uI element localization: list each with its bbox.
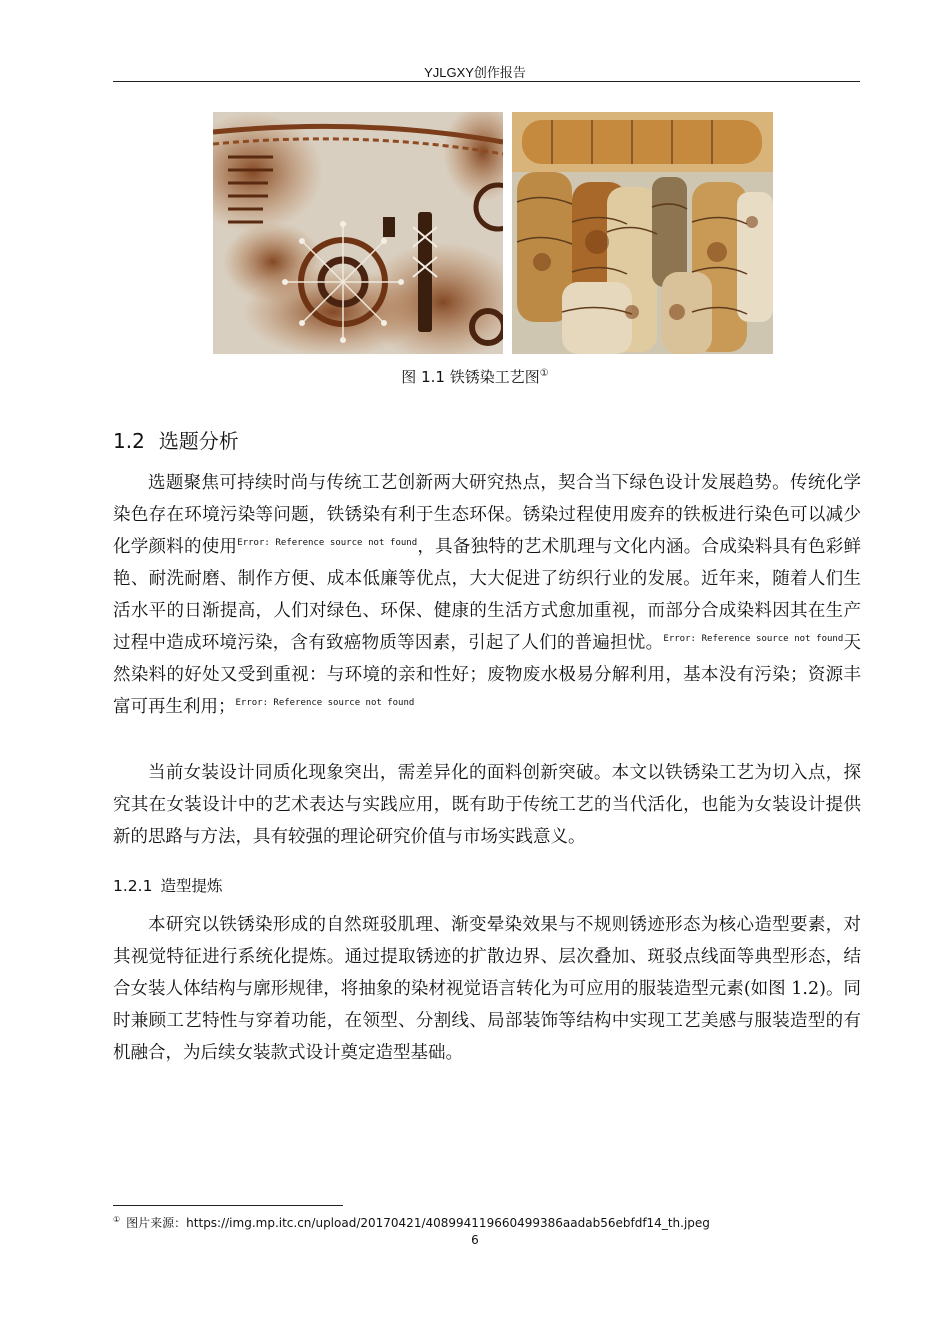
section-number: 1.2 xyxy=(113,429,145,453)
footnote-rule xyxy=(113,1205,343,1206)
header-title: YJLGXY创作报告 xyxy=(424,65,526,80)
subsection-title: 造型提炼 xyxy=(160,877,223,895)
paragraph1-sentence-3: 天然染料的好处又受到重视：与环境的亲和性好；废物废水极易分解利用，基本没有污染；资源丰富可再生利用； xyxy=(113,633,862,717)
figure-note-mark: ① xyxy=(539,368,549,379)
paragraph-design-significance: 当前女装设计同质化现象突出，需差异化的面料创新突破。本文以铁锈染工艺为切入点，探究其在女装设计中的艺术表达与实践应用，既有助于传统工艺的当代活化，也能为女装设计提供新的思路与方法，具有较强的理论研究价值与市场实践意义。 xyxy=(113,763,861,847)
footnote-mark: ① xyxy=(113,1215,121,1224)
figure-caption xyxy=(0,366,950,387)
section-heading xyxy=(113,425,239,454)
subsection-heading xyxy=(113,874,222,896)
paragraph-topic-analysis xyxy=(113,467,861,723)
rust-dye-photo-right xyxy=(512,112,773,354)
figure-title: 铁锈染工艺图 xyxy=(449,368,540,386)
paragraph-form-refinement: 本研究以铁锈染形成的自然斑驳肌理、渐变晕染效果与不规则锈迹形态为核心造型要素，对其视觉特征进行系统化提炼。通过提取锈迹的扩散边界、层次叠加、斑驳点线面等典型形态，结合女装人体结构与廓形规律，将抽象的染材视觉语言转化为可应用的服装造型元素(如图 1.2)。同时兼顾工艺特性与穿着功能，在领型、分割线、局部装饰等结构中实现工艺美感与服装造型的有机融合，为后续女装款式设计奠定造型基础。 xyxy=(113,915,861,1063)
footnote-text: 图片来源：https://img.mp.itc.cn/upload/20170421/408994119660499386aadab56ebfdf14_th.jpeg xyxy=(126,1216,710,1230)
figure-label: 图 1.1 xyxy=(401,368,445,386)
page-number: 6 xyxy=(471,1233,479,1247)
rust-dye-photo-left xyxy=(213,112,503,354)
paragraph1-sentence-1: 选题聚焦可持续时尚与传统工艺创新两大研究热点，契合当下绿色设计发展趋势。传统化学染色存在环境污染等问题，铁锈染有利于生态环保。锈染过程使用废弃的铁板进行染色可以减少化学颜料的使用 xyxy=(113,473,861,557)
footnote xyxy=(113,1214,710,1231)
paragraph1-sentence-2: ，具备独特的艺术肌理与文化内涵。合成染料具有色彩鲜艳、耐洗耐磨、制作方便、成本低廉等优点，大大促进了纺织行业的发展。近年来，随着人们生活水平的日渐提高，人们对绿色、环保、健康的生活方式愈加重视，而部分合成染料因其在生产过程中造成环境污染，含有致癌物质等因素，引起了人们的普遍担忧。 xyxy=(113,537,862,653)
subsection-number: 1.2.1 xyxy=(113,877,153,895)
reference-error-1: Error: Reference source not found xyxy=(237,538,418,548)
reference-error-2: Error: Reference source not found xyxy=(663,634,844,644)
section-title: 选题分析 xyxy=(158,429,239,453)
header-rule xyxy=(113,81,860,82)
reference-error-3: Error: Reference source not found xyxy=(235,698,415,708)
